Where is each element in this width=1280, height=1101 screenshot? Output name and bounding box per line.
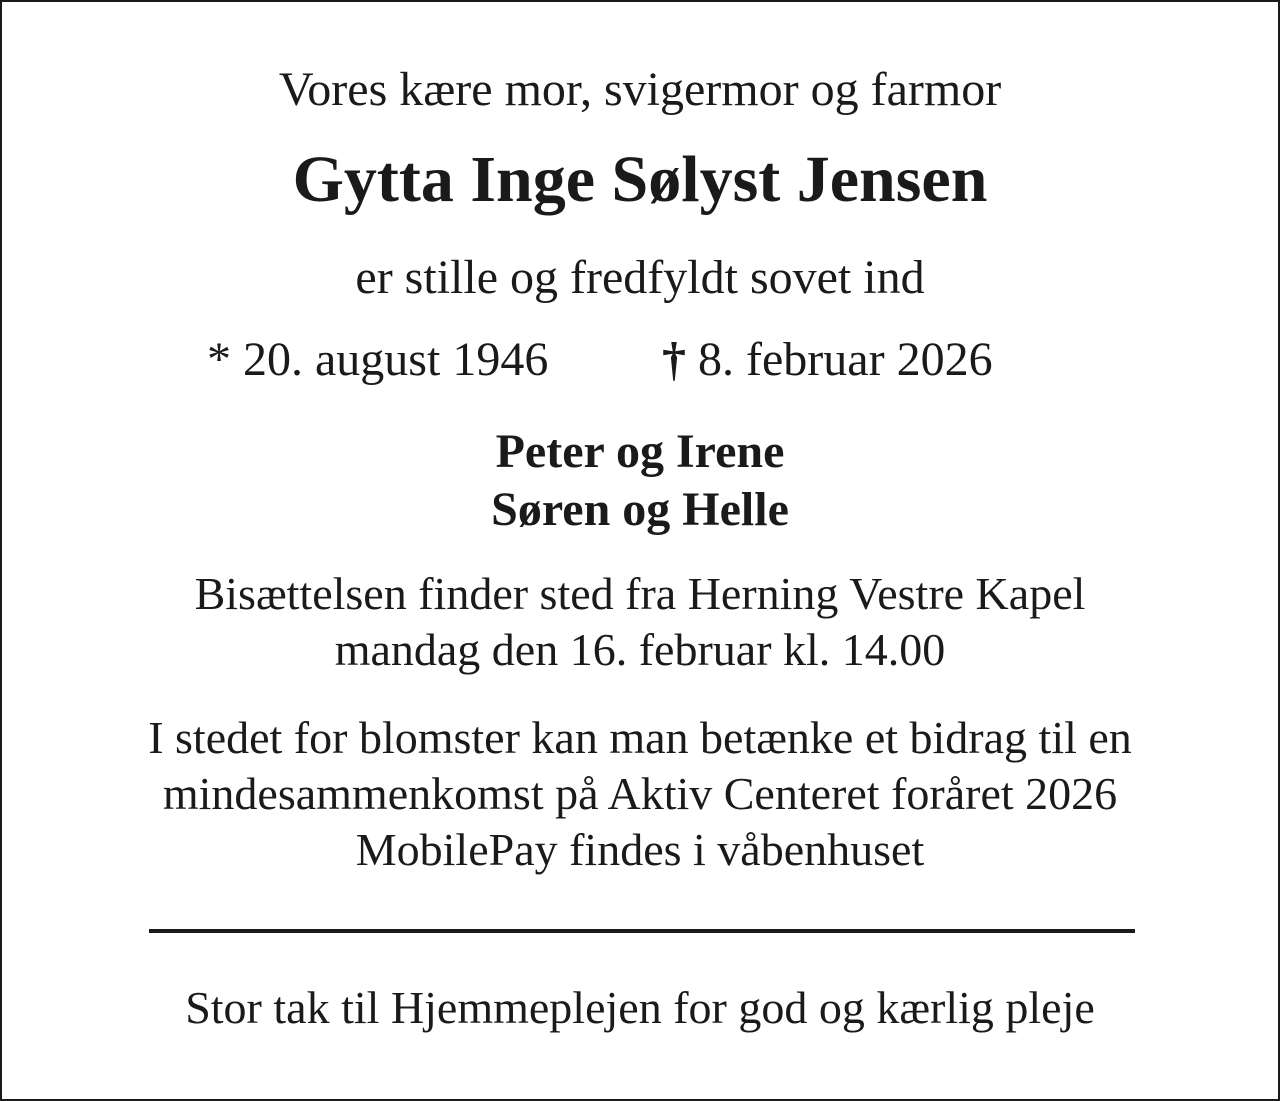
memorial-info-line: MobilePay findes i våbenhuset [355,824,925,875]
thanks-text: Stor tak til Hjemmeplejen for god og kærlig pleje [185,982,1095,1033]
birth-date: * 20. august 1946 [207,333,549,386]
cross-icon: † [662,333,686,386]
funeral-info-line: mandag den 16. februar kl. 14.00 [334,624,946,675]
deceased-name: Gytta Inge Sølyst Jensen [292,143,988,216]
memorial-info-line: I stedet for blomster kan man betænke et bidrag til en [148,712,1132,763]
death-date-group [662,332,993,388]
subtitle-text: er stille og fredfyldt sovet ind [355,251,925,304]
memorial-info-line: mindesammenkomst på Aktiv Centeret foråret 2026 [162,768,1118,819]
death-date: 8. februar 2026 [686,333,993,386]
funeral-info-line: Bisættelsen finder sted fra Herning Vestre Kapel [194,568,1086,619]
family-line: Søren og Helle [491,483,789,536]
intro-text: Vores kære mor, svigermor og farmor [278,63,1002,116]
divider-rule [149,929,1135,933]
family-line: Peter og Irene [495,425,785,478]
